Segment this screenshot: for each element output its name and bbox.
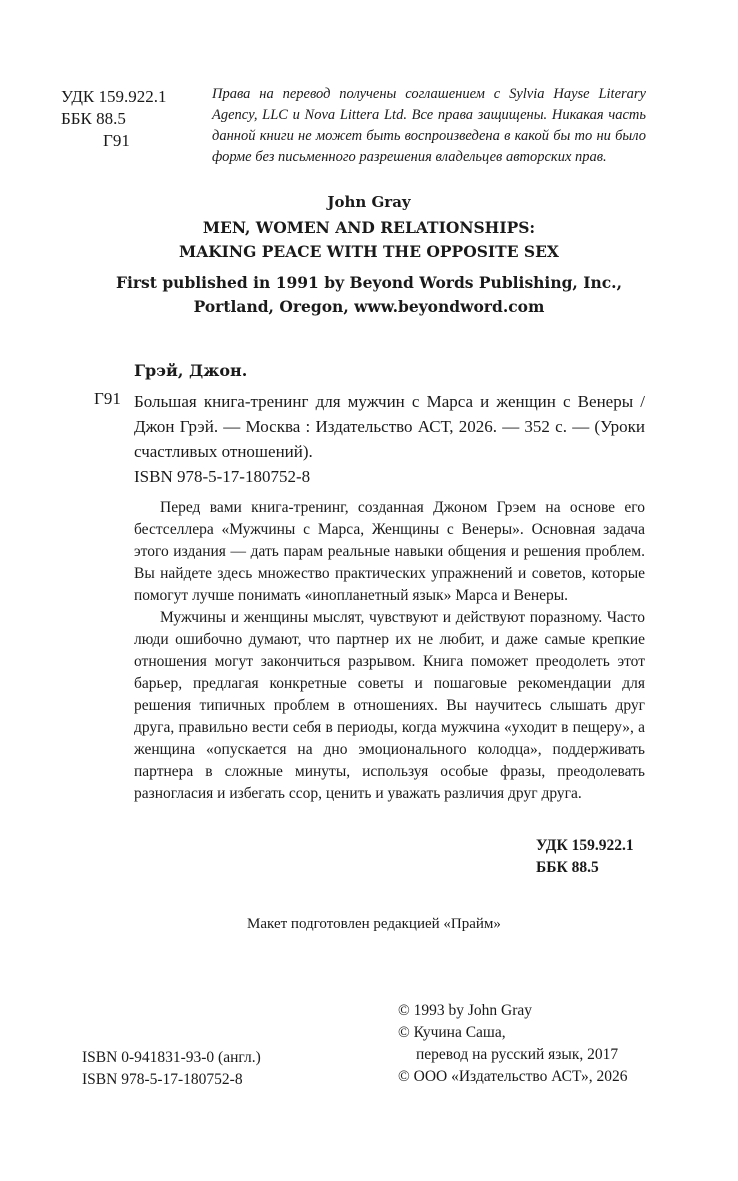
original-author: John Gray: [327, 193, 411, 211]
isbn-russian: ISBN 978-5-17-180752-8: [82, 1071, 243, 1088]
original-publication-line1: First published in 1991 by Beyond Words Publishing, Inc.,: [116, 273, 622, 292]
annotation: [134, 497, 645, 805]
isbn-list: [82, 1047, 261, 1091]
prepared-by: Макет подготовлен редакцией «Прайм»: [247, 916, 501, 932]
bib-author-heading: Грэй, Джон.: [134, 361, 248, 380]
original-title-line2: MAKING PEACE WITH THE OPPOSITE SEX: [179, 242, 559, 261]
original-publication-line2: Portland, Oregon, www.beyondword.com: [193, 297, 545, 316]
udk-code-repeat: УДК 159.922.1: [536, 837, 634, 854]
original-publication: [0, 271, 738, 319]
annotation-paragraph-1: Перед вами книга-тренинг, созданная Джоном Грэем на основе его бестселлера «Мужчины с Марса, Женщины с Венеры». Основная задача этого издания — дать парам реальные навыки общения и решения проблем. Вы найдете здесь множество практических упражнений и советов, которые помогут лучше понимать «инопланетный язык» Марса и Венеры.: [134, 499, 645, 604]
copyright-translation-note: перевод на русский язык, 2017: [416, 1046, 619, 1063]
bib-description: Большая книга-тренинг для мужчин с Марса и женщин с Венеры / Джон Грэй. — Москва : Издательство АСТ, 2026. — 352 с. — (Уроки счастливых отношений).: [134, 392, 645, 461]
isbn-english: ISBN 0-941831-93-0 (англ.): [82, 1049, 261, 1066]
original-title-line1: MEN, WOMEN AND RELATIONSHIPS:: [202, 218, 536, 237]
copyright-translator: © Кучина Саша,: [398, 1024, 506, 1041]
udk-code: УДК 159.922.1: [61, 87, 167, 106]
author-sign: Г91: [103, 131, 130, 150]
classification-block: [61, 86, 167, 152]
bbk-code: ББК 88.5: [61, 109, 126, 128]
annotation-paragraph-2: Мужчины и женщины мыслят, чувствуют и действуют поразному. Часто люди ошибочно думают, что партнер их не любит, и даже самые крепкие отношения могут закончиться разрывом. Книга поможет преодолеть этот барьер, предлагая конкретные советы и пошаговые рекомендации для решения типичных проблем в отношениях. Вы научитесь слышать друг друга, правильно вести себя в периоды, когда мужчина «уходит в пещеру», а женщина «опускается на дно эмоционального колодца», поддерживать партнера в сложные минуты, используя особые фразы, преодолевать разногласия и избегать ссор, ценить и уважать различия друг друга.: [134, 609, 645, 802]
copyright-publisher: © ООО «Издательство АСТ», 2026: [398, 1068, 628, 1085]
classification-repeat: [536, 835, 634, 879]
rights-notice: Права на перевод получены соглашением с Sylvia Hayse Literary Agency, LLC и Nova Littera Ltd. Все права защищены. Никакая часть данной книги не может быть воспроизведена в какой бы то ни было форме без письменного разрешения владельцев авторских прав.: [212, 86, 646, 165]
bib-author-sign: Г91: [94, 389, 121, 408]
copyright-author: © 1993 by John Gray: [398, 1002, 533, 1019]
original-title: [0, 216, 738, 264]
copyright-block: [398, 1000, 628, 1088]
bib-isbn: ISBN 978-5-17-180752-8: [134, 467, 311, 486]
bbk-code-repeat: ББК 88.5: [536, 859, 599, 876]
